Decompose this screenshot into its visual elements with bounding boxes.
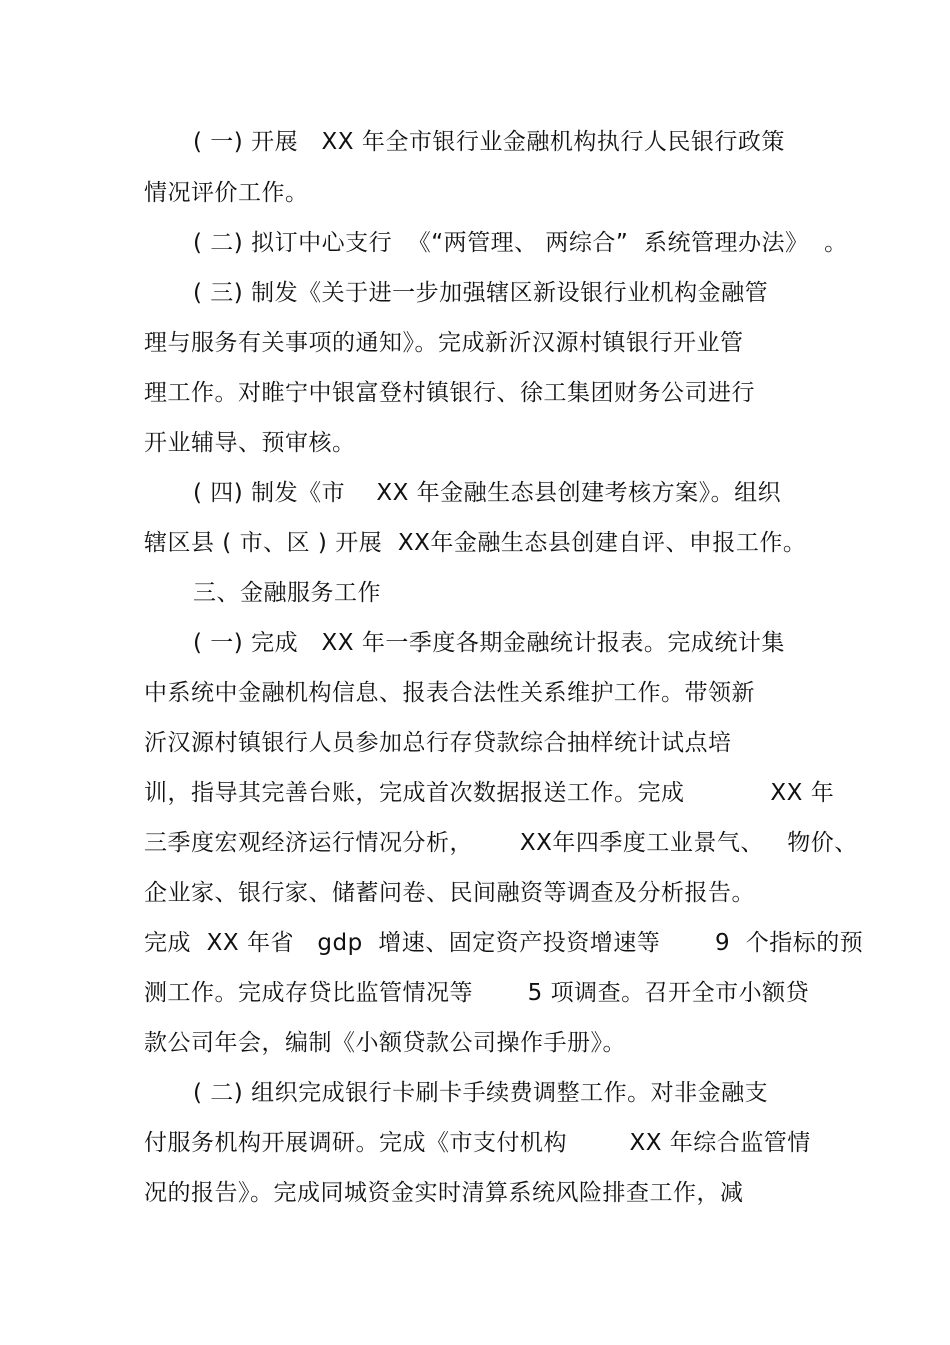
text-line-9: 辖区县 ( 市、区 ) 开展 XX年金融生态县创建自评、申报工作。	[144, 530, 807, 556]
text-line-4: ( 三) 制发《关于进一步加强辖区新设银行业机构金融管	[193, 280, 769, 306]
text-line-12: 中系统中金融机构信息、报表合法性关系维护工作。带领新	[144, 680, 755, 706]
text-line-2: 情况评价工作。	[144, 180, 309, 206]
section-heading: 三、金融服务工作	[193, 580, 381, 606]
text-line-14: 训，指导其完善台账，完成首次数据报送工作。完成 XX 年	[144, 780, 835, 806]
text-line-5: 理与服务有关事项的通知》。完成新沂汉源村镇银行开业管	[144, 330, 744, 356]
text-line-1: ( 一) 开展 XX 年全市银行业金融机构执行人民银行政策	[193, 129, 785, 155]
text-line-22: 况的报告》。完成同城资金实时清算系统风险排查工作，减	[144, 1180, 744, 1206]
text-line-16: 企业家、银行家、储蓄问卷、民间融资等调查及分析报告。	[144, 880, 755, 906]
text-line-3: ( 二) 拟订中心支行 《“两管理、 两综合” 系统管理办法》 。	[193, 230, 848, 256]
text-line-11: ( 一) 完成 XX 年一季度各期金融统计报表。完成统计集	[193, 630, 785, 656]
text-line-19: 款公司年会，编制《小额贷款公司操作手册》。	[144, 1030, 626, 1056]
text-line-20: ( 二) 组织完成银行卡刷卡手续费调整工作。对非金融支	[193, 1080, 769, 1106]
text-line-13: 沂汉源村镇银行人员参加总行存贷款综合抽样统计试点培	[144, 730, 732, 756]
text-line-17: 完成 XX 年省 gdp 增速、固定资产投资增速等 9 个指标的预	[144, 930, 864, 956]
text-line-21: 付服务机构开展调研。完成《市支付机构 XX 年综合监管情	[144, 1130, 811, 1156]
text-line-15: 三季度宏观经济运行情况分析， XX年四季度工业景气、 物价、	[144, 830, 858, 856]
text-line-7: 开业辅导、预审核。	[144, 430, 356, 456]
text-line-18: 测工作。完成存贷比监管情况等 5 项调查。召开全市小额贷	[144, 980, 810, 1006]
text-line-8: ( 四) 制发《市 XX 年金融生态县创建考核方案》。组织	[193, 480, 782, 506]
text-line-6: 理工作。对睢宁中银富登村镇银行、徐工集团财务公司进行	[144, 380, 755, 406]
